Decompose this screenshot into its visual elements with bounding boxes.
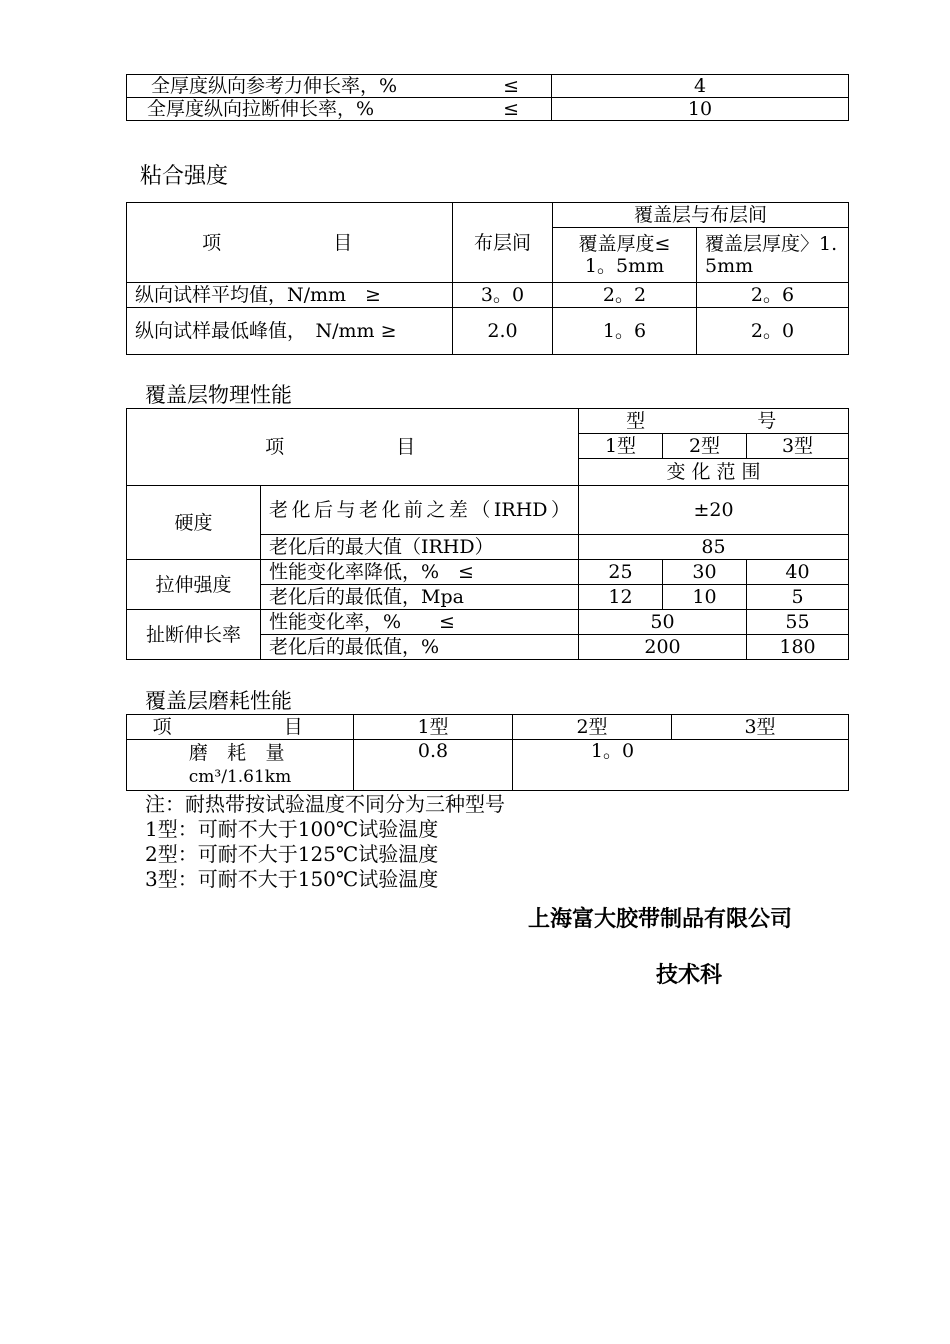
row-label: 纵向试样最低峰值， N/mm ≥ [127,308,453,355]
row-value: 50 [579,610,747,635]
row-value: 85 [579,535,849,560]
row-operator: ≤ [503,75,519,97]
header-type-1: 1型 [579,434,663,459]
group-elongation: 扯断伸长率 [127,610,261,660]
physical-table [126,408,849,660]
note-line: 3型：可耐不大于150℃试验温度 [145,867,439,891]
header-item: 项 目 [127,409,579,486]
group-tensile: 拉伸强度 [127,560,261,610]
header-range: 变 化 范 围 [579,459,849,486]
row-value: 12 [579,585,663,610]
row-value: 180 [747,635,849,660]
row-value: 4 [552,75,849,98]
row-value: 200 [579,635,747,660]
row-label: 老化后的最低值，% [261,635,579,660]
department-name: 技术科 [656,963,723,988]
row-thin: 2。2 [553,283,697,308]
row-value-23: 1。0 [513,740,849,791]
header-ply: 布层间 [453,203,553,283]
row-label: 性能变化率降低，% ≤ [261,560,579,585]
row-value: ±20 [579,486,849,535]
table-row [127,486,849,535]
table-row [127,560,849,585]
header-type-2: 2型 [663,434,747,459]
table-row [127,283,849,308]
header-item: 项 目 [127,203,453,283]
header-cover-ply: 覆盖层与布层间 [553,203,849,228]
company-name: 上海富大胶带制品有限公司 [528,907,793,932]
physical-heading: 覆盖层物理性能 [145,383,292,407]
row-label: 纵向试样平均值，N/mm ≥ [127,283,453,308]
row-label: 老化后与老化前之差（IRHD） [261,486,579,535]
row-ply: 3。0 [453,283,553,308]
note-line: 2型：可耐不大于125℃试验温度 [145,842,439,866]
row-value: 25 [579,560,663,585]
table-row [127,308,849,355]
row-thick: 2。0 [697,308,849,355]
row-value: 30 [663,560,747,585]
row-label: 老化后的最低值，Mpa [261,585,579,610]
notes [145,792,505,892]
header-type-2: 2型 [513,715,672,740]
row-value: 5 [747,585,849,610]
row-value: 40 [747,560,849,585]
row-thick: 2。6 [697,283,849,308]
row-value-1: 0.8 [354,740,513,791]
row-thin: 1。6 [553,308,697,355]
table-row [127,610,849,635]
adhesion-heading: 粘合强度 [140,164,229,189]
abrasion-heading: 覆盖层磨耗性能 [145,689,292,713]
note-line: 注：耐热带按试验温度不同分为三种型号 [145,792,505,816]
header-type-1: 1型 [354,715,513,740]
row-unit: cm³/1.61km [188,767,292,787]
header-type-3: 3型 [672,715,849,740]
adhesion-table [126,202,849,355]
row-label: 老化后的最大值（IRHD） [261,535,579,560]
row-label: 全厚度纵向参考力伸长率，% [151,75,398,97]
row-ply: 2.0 [453,308,553,355]
table-row [127,740,849,791]
top-table [126,74,849,121]
group-hardness: 硬度 [127,486,261,560]
header-thin: 覆盖厚度≤1。5mm [553,228,697,283]
row-value: 10 [552,98,849,121]
header-thick: 覆盖层厚度〉1.5mm [697,228,849,283]
table-row [127,75,849,98]
row-operator: ≤ [503,98,519,120]
header-type-3: 3型 [747,434,849,459]
row-label: 全厚度纵向拉断伸长率，% [147,98,375,120]
row-label: 性能变化率，% ≤ [261,610,579,635]
table-row [127,98,849,121]
header-model: 型 号 [579,409,849,434]
abrasion-table [126,714,849,791]
row-label: 磨 耗 量 [188,742,292,764]
note-line: 1型：可耐不大于100℃试验温度 [145,817,439,841]
header-item: 项 目 [127,715,354,740]
row-value: 55 [747,610,849,635]
row-value: 10 [663,585,747,610]
